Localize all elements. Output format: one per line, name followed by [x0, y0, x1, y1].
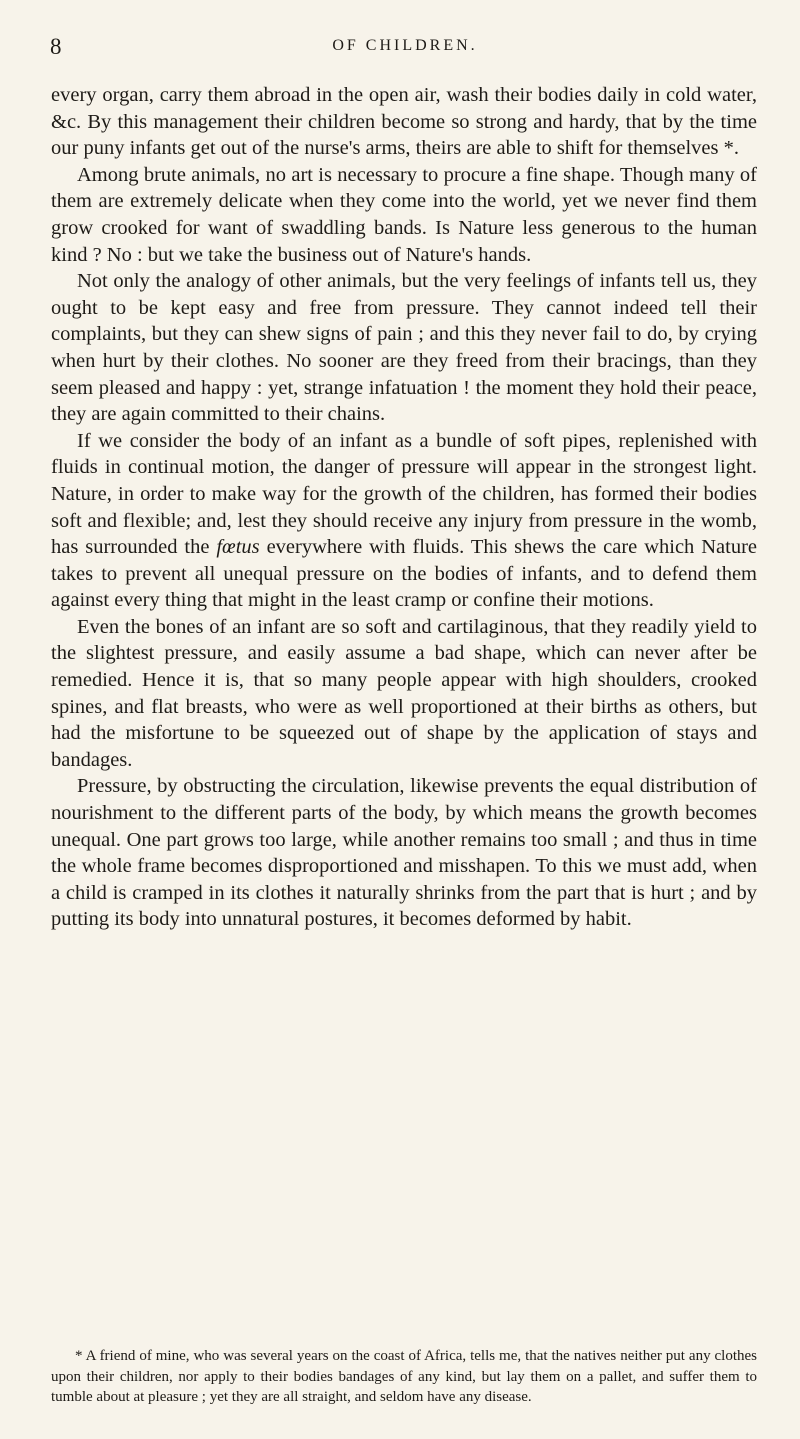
italic-foetus: fœtus [216, 536, 260, 559]
paragraph-brute-animals: Among brute animals, no art is necessary to procure a fine shape. Though many of them are extremely delicate when they come into the world, yet we never find them grow crooked for want of swaddling bands. Is Nature less generous to the human kind ? No : but we take the business out of Nature's hands. [51, 163, 757, 266]
paragraph-pressure: Pressure, by obstructing the circulation, likewise prevents the equal distribution of nourishment to the different parts of the body, by which means the growth becomes unequal. One part grows too large, while another remains too small ; and thus in time the whole frame becomes disproportioned and misshapen. To this we must add, when a child is cramped in its clothes it naturally shrinks from the part that is hurt ; and by putting its body into unnatural postures, it becomes deformed by habit. [51, 775, 757, 931]
running-head: OF CHILDREN. [332, 37, 478, 54]
page-header [50, 34, 760, 64]
footnote: * A friend of mine, who was several years on the coast of Africa, tells me, that the natives neither put any clothes upon their children, nor apply to their bodies bandages of any kind, but lay them on a pallet, and suffer them to tumble about at pleasure ; yet they are all straight, and seldom have any disease. [51, 1348, 757, 1405]
page-number: 8 [50, 34, 63, 59]
paragraph-soft-bones: Even the bones of an infant are so soft and cartilaginous, that they readily yield to the slightest pressure, and easily assume a bad shape, which can never after be remedied. Hence it is, that so many people appear with high shoulders, crooked spines, and flat breasts, who were as well proportioned at their births as others, but had the misfortune to be squeezed out of shape by the application of stays and bandages. [51, 615, 757, 771]
paragraph-soft-pipes-text-end: everywhere with fluids. This shews the care which Nature takes to prevent all unequal pressure on the bodies of infants, and to defend them against every thing that might in the least cramp or confine their motions. [51, 536, 757, 612]
paragraph-continued: every organ, carry them abroad in the open air, wash their bodies daily in cold water, &c. By this management their children become so strong and hardy, that by the time our puny infants get out of the nurse's arms, theirs are able to shift for themselves *. [51, 84, 757, 160]
paragraph-feelings-of-infants: Not only the analogy of other animals, but the very feelings of infants tell us, they ought to be kept easy and free from pressure. They cannot indeed tell their complaints, but they can shew signs of pain ; and this they never fail to do, by crying when hurt by their clothes. No sooner are they freed from their bracings, than they seem pleased and happy : yet, strange infatuation ! the moment they hold their peace, they are again committed to their chains. [51, 270, 757, 426]
paragraph-soft-pipes [51, 428, 757, 614]
paragraph-soft-pipes-text: If we consider the body of an infant as a bundle of soft pipes, replenished with fluids in continual motion, the danger of pressure will appear in the strongest light. Nature, in order to make way for the growth of the children, has formed their bodies soft and flexible; and, lest they should receive any injury from pressure in the womb, has surrounded the [51, 429, 757, 559]
body-text [51, 82, 757, 933]
